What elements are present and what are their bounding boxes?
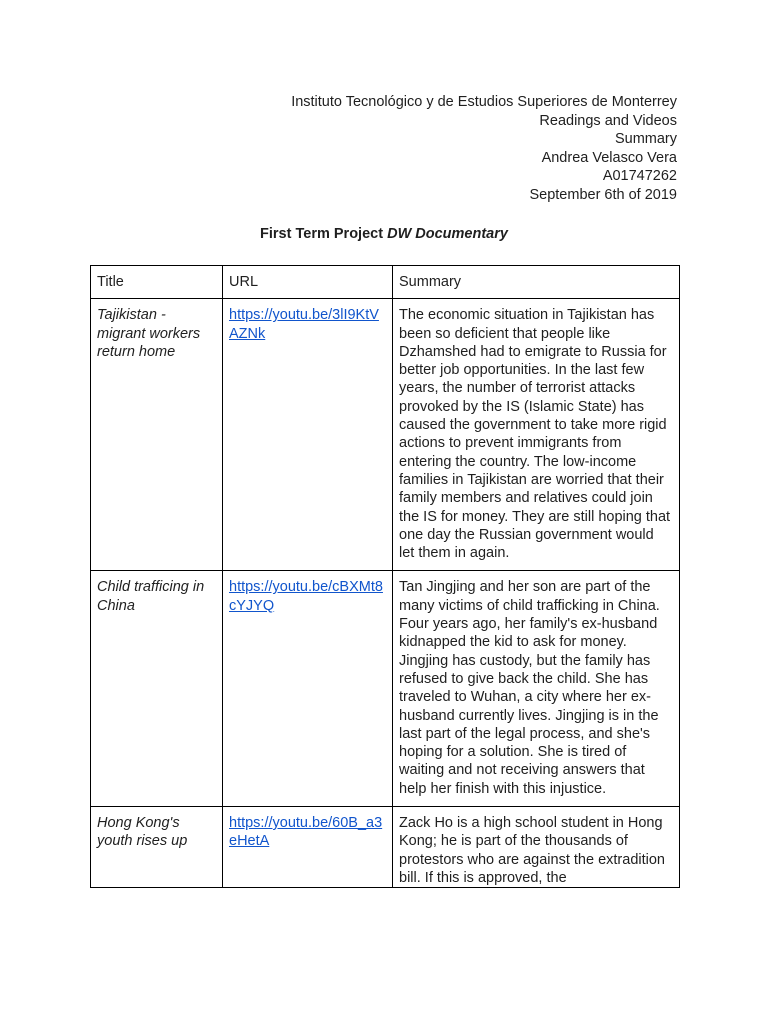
institution-name: Instituto Tecnológico y de Estudios Superiores de Monterrey bbox=[291, 94, 677, 110]
row-summary: Zack Ho is a high school student in Hong Kong; he is part of the thousands of protestors who are against the extradition bill. If this is approved, the bbox=[393, 807, 680, 888]
author-name: Andrea Velasco Vera bbox=[541, 149, 677, 166]
column-header-summary: Summary bbox=[393, 266, 680, 299]
title-emphasis: DW Documentary bbox=[387, 226, 508, 242]
table-row bbox=[91, 807, 680, 888]
row-title: Hong Kong's youth rises up bbox=[91, 807, 223, 888]
video-link[interactable]: https://youtu.be/3lI9KtVAZNk bbox=[229, 307, 379, 342]
video-link[interactable]: https://youtu.be/cBXMt8cYJYQ bbox=[229, 579, 383, 614]
row-title: Tajikistan - migrant workers return home bbox=[91, 299, 223, 571]
table-header-row bbox=[91, 266, 680, 299]
title-prefix: First Term Project bbox=[260, 226, 384, 242]
row-summary: The economic situation in Tajikistan has been so deficient that people like Dzhamshed had to emigrate to Russia for better job opportunities. In the last few years, the number of terrorist attacks provoked by the IS (Islamic State) has caused the government to take more rigid actions to prevent immigrants from entering the country. The low-income families in Tajikistan are worried that their family members and relatives could join the IS for money. They are still hoping that one day the Russian government would let them in again. bbox=[393, 299, 680, 571]
course-name: Readings and Videos bbox=[539, 112, 677, 129]
student-id: A01747262 bbox=[602, 168, 677, 184]
assignment-type: Summary bbox=[614, 131, 677, 147]
row-url-cell bbox=[223, 299, 393, 571]
table-row bbox=[91, 571, 680, 807]
row-url-cell bbox=[223, 807, 393, 888]
row-url-cell bbox=[223, 571, 393, 807]
document-date: September 6th of 2019 bbox=[529, 186, 677, 203]
document-header bbox=[291, 93, 677, 204]
table-row bbox=[91, 299, 680, 571]
column-header-url: URL bbox=[223, 266, 393, 299]
page-title bbox=[0, 225, 768, 243]
row-summary: Tan Jingjing and her son are part of the many victims of child trafficking in China. Four years ago, her family's ex-husband kidnapped the kid to ask for money. Jingjing has custody, but the family has refused to give back the child. She has traveled to Wuhan, a city where her ex-husband currently lives. Jingjing is in the last part of the legal process, and she's hoping for a solution. She is tired of waiting and not receiving answers that help her finish with this injustice. bbox=[393, 571, 680, 807]
row-title: Child trafficing in China bbox=[91, 571, 223, 807]
summary-table bbox=[90, 265, 680, 888]
video-link[interactable]: https://youtu.be/60B_a3eHetA bbox=[229, 815, 383, 850]
column-header-title: Title bbox=[91, 266, 223, 299]
